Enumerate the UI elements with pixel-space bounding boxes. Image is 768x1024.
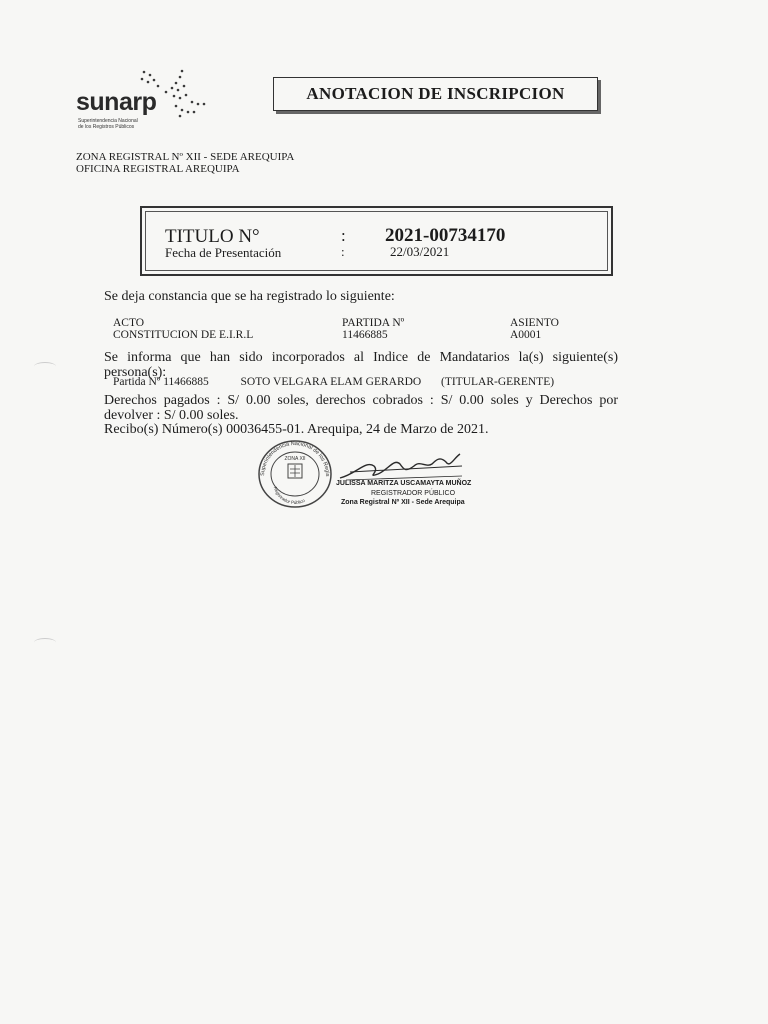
zona-line: ZONA REGISTRAL Nº XII - SEDE AREQUIPA: [76, 151, 295, 163]
mandatario-row: [113, 376, 554, 388]
zona-registral-block: [76, 151, 294, 175]
asiento-column: [510, 317, 559, 341]
seal-inner-text: Registrador Público: [272, 486, 306, 506]
derechos-text: Derechos pagados : S/ 0.00 soles, derechos cobrados : S/ 0.00 soles y Derechos por devolver : S/ 0.00 soles.: [104, 393, 618, 423]
fecha-colon: :: [341, 244, 345, 259]
fecha-presentacion-value: 22/03/2021: [390, 244, 450, 259]
partida-column: [342, 317, 404, 341]
sunarp-logo-wordmark: sunarp: [76, 88, 157, 116]
titulo-colon: :: [341, 226, 346, 245]
signatory-zona: Zona Registral Nº XII - Sede Arequipa: [341, 499, 465, 506]
titulo-label: TITULO N°: [165, 226, 260, 247]
oficina-line: OFICINA REGISTRAL AREQUIPA: [76, 163, 240, 175]
logo-subtitle-line1: Superintendencia Nacional: [78, 118, 138, 124]
constancia-text: Se deja constancia que se ha registrado lo siguiente:: [104, 289, 395, 304]
mandatario-partida: Partida Nº 11466885: [113, 376, 209, 388]
acto-header: ACTO: [113, 317, 145, 329]
partida-value: 11466885: [342, 329, 388, 341]
handwritten-signature: [336, 448, 466, 484]
mandatario-role: (TITULAR-GERENTE): [441, 376, 555, 388]
document-title: ANOTACION DE INSCRIPCION: [273, 77, 598, 111]
asiento-header: ASIENTO: [510, 317, 559, 329]
informa-text: Se informa que han sido incorporados al Indice de Mandatarios la(s) siguiente(s) persona(s):: [104, 350, 618, 380]
asiento-value: A0001: [510, 329, 542, 341]
recibo-text: Recibo(s) Número(s) 00036455-01. Arequipa, 24 de Marzo de 2021.: [104, 422, 489, 437]
titulo-number: 2021-00734170: [385, 225, 506, 246]
acto-column: [113, 317, 253, 341]
punch-hole-mark: [34, 638, 56, 647]
punch-hole-mark: [34, 362, 56, 371]
seal-zona-text: ZONA XII: [284, 456, 306, 462]
logo-subtitle-line2: de los Registros Públicos: [78, 124, 135, 130]
mandatario-name: SOTO VELGARA ELAM GERARDO: [240, 376, 422, 388]
registry-seal: [255, 438, 335, 510]
signatory-name: JULISSA MARITZA USCAMAYTA MUÑOZ: [336, 480, 472, 487]
signatory-role: REGISTRADOR PÚBLICO: [371, 490, 456, 497]
sunarp-logo-subtitle: [78, 118, 138, 130]
fecha-presentacion-label: Fecha de Presentación: [165, 245, 282, 260]
acto-value: CONSTITUCION DE E.I.R.L: [113, 329, 254, 341]
partida-header: PARTIDA Nº: [342, 317, 405, 329]
seal-outer-text: Superintendencia Nacional de los Regis: [259, 440, 331, 477]
